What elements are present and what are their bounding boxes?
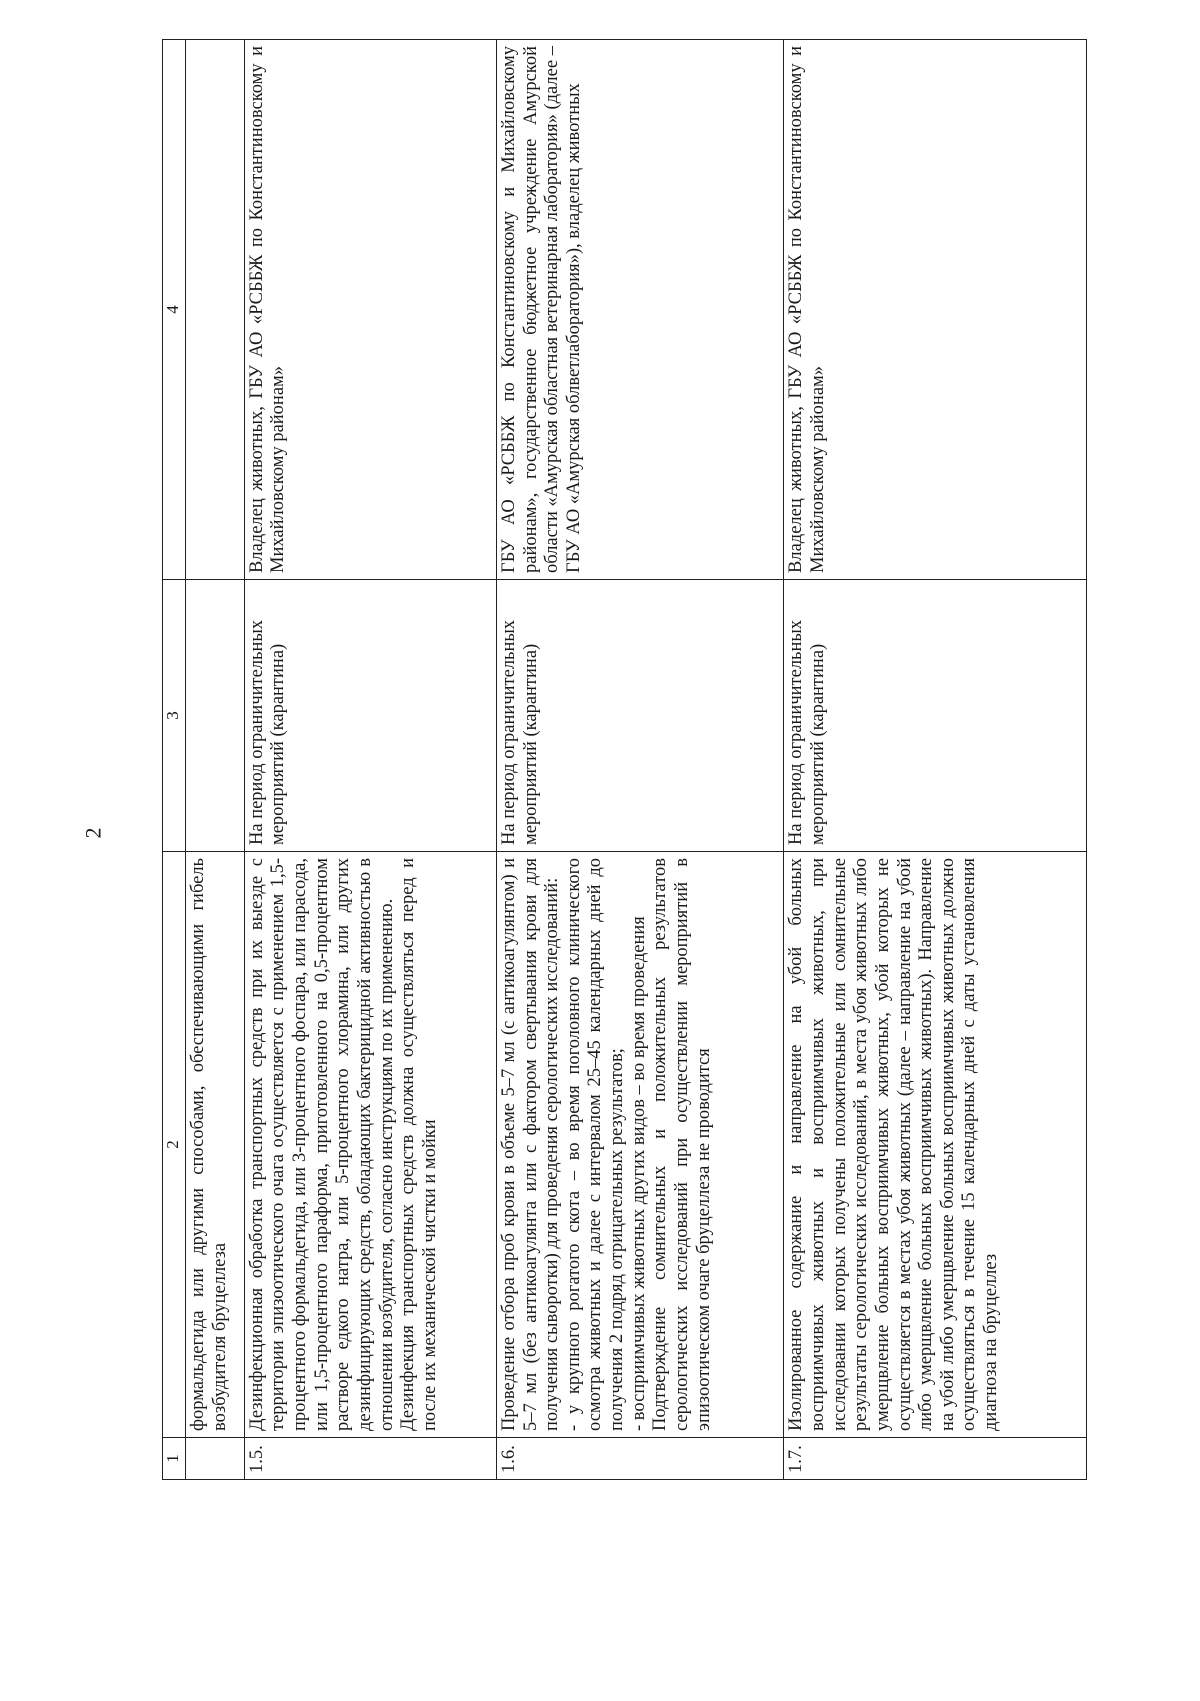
continuation-responsible-cell bbox=[186, 40, 245, 580]
measures-table bbox=[162, 39, 1087, 1480]
responsible-cell: ГБУ АО «РСББЖ по Константиновскому и Михайловскому районам», государственное бюджетное учреждение Амурской области «Амурская областная ветеринарная лаборатория» (далее – ГБУ АО «Амурская облветлаборатория»), владелец животных bbox=[496, 40, 783, 580]
measure-cell bbox=[784, 852, 1087, 1438]
measure-paragraph: Дезинфекционная обработка транспортных средств при их выезде с территории эпизоотического очага осуществляется с применением 1,5-процентного формальдегида, или 3-процентного фоспара, или парасода, или 1,5-процентного параформа, приготовленного на 0,5-процентном растворе едкого натра, или 5-процентного хлорамина, или других дезинфицирующих средств, обладающих бактерицидной активностью в отношении возбудителя, согласно инструкциям по их применению. bbox=[246, 858, 397, 1431]
continuation-term-cell bbox=[186, 580, 245, 852]
measure-cell bbox=[244, 852, 496, 1438]
continuation-row bbox=[186, 40, 245, 1480]
row-number: 1.6. bbox=[496, 1438, 783, 1480]
row-number: 1.5. bbox=[244, 1438, 496, 1480]
responsible-cell: Владелец животных, ГБУ АО «РСББЖ по Константиновскому и Михайловскому районам» bbox=[244, 40, 496, 580]
table-row bbox=[496, 40, 783, 1480]
continuation-num-cell bbox=[186, 1438, 245, 1480]
measure-paragraph: - у крупного рогатого скота – во время поголовного клинического осмотра животных и далее с интервалом 25–45 календарных дней до получения 2 подряд отрицательных результатов; bbox=[563, 858, 628, 1431]
term-cell: На период ограничительных мероприятий (карантина) bbox=[496, 580, 783, 852]
responsible-cell: Владелец животных, ГБУ АО «РСББЖ по Константиновскому и Михайловскому районам» bbox=[784, 40, 1087, 580]
page-number: 2 bbox=[80, 827, 106, 839]
header-col-1: 1 bbox=[163, 1438, 186, 1480]
measure-paragraph: - восприимчивых животных других видов – во время проведения bbox=[628, 916, 649, 1431]
term-cell: На период ограничительных мероприятий (карантина) bbox=[244, 580, 496, 852]
term-cell: На период ограничительных мероприятий (карантина) bbox=[784, 580, 1087, 852]
measure-paragraph: Дезинфекция транспортных средств должна осуществляться перед и после их механической чистки и мойки bbox=[398, 858, 440, 1431]
measure-paragraph: Подтверждение сомнительных и положительных результатов серологических исследований при осуществлении мероприятий в эпизоотическом очаге бруцеллеза не проводится bbox=[650, 858, 714, 1431]
header-col-4: 4 bbox=[163, 40, 186, 580]
table-row bbox=[784, 40, 1087, 1480]
table-row bbox=[244, 40, 496, 1480]
header-col-3: 3 bbox=[163, 580, 186, 852]
measures-table-wrapper bbox=[162, 40, 1087, 1480]
row-number: 1.7. bbox=[784, 1438, 1087, 1480]
header-row bbox=[163, 40, 186, 1480]
measure-cell bbox=[496, 852, 783, 1438]
continuation-text: формальдегида или другими способами, обеспечивающими гибель возбудителя бруцеллеза bbox=[186, 852, 245, 1438]
measure-paragraph: Изолированное содержание и направление на убой больных восприимчивых животных и восприимчивых животных, при исследовании которых получены положительные или сомнительные результаты серологических исследований, в места убоя животных либо умерщвление больных восприимчивых животных, убой которых не осуществляется в местах убоя животных (далее – направление на убой либо умерщвление больных восприимчивых животных). Направление на убой либо умерщвление больных восприимчивых животных должно осуществляться в течение 15 календарных дней с даты установления диагноза на бруцеллез bbox=[786, 858, 1002, 1431]
header-col-2: 2 bbox=[163, 852, 186, 1438]
measure-paragraph: Проведение отбора проб крови в объеме 5–7 мл (с антикоагулянтом) и 5–7 мл (без антикоагулянта или с фактором свертывания крови для получения сыворотки) для проведения серологических исследований: bbox=[498, 858, 563, 1431]
